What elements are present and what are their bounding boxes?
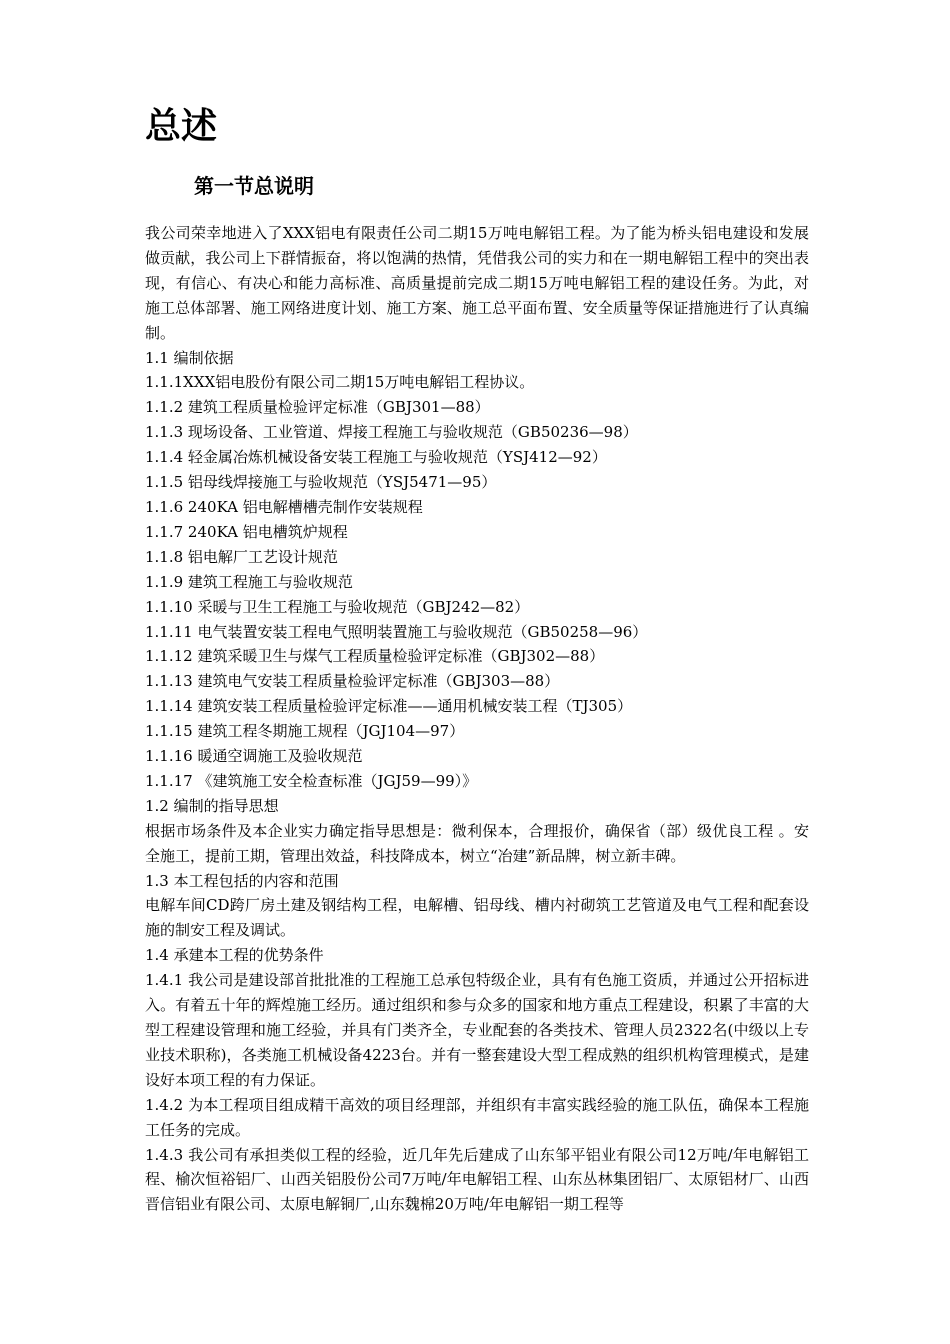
section-title: 第一节总说明 (194, 174, 314, 198)
list-item: 1.1.10 采暖与卫生工程施工与验收规范（GBJ242—82） (145, 597, 530, 616)
document-body (145, 221, 809, 1217)
heading-1-1: 1.1 编制依据 (145, 348, 234, 367)
list-item: 1.1.1XXX铝电股份有限公司二期15万吨电解铝工程协议。 (145, 373, 535, 392)
list-item: 1.1.6 240KA 铝电解槽槽壳制作安装规程 (145, 497, 423, 516)
list-item: 1.1.7 240KA 铝电槽筑炉规程 (145, 522, 348, 541)
list-item: 1.1.11 电气装置安装工程电气照明装置施工与验收规范（GB50258—96） (145, 622, 648, 641)
list-item: 1.1.14 建筑安装工程质量检验评定标准——通用机械安装工程（TJ305） (145, 697, 633, 716)
list-item: 1.1.3 现场设备、工业管道、焊接工程施工与验收规范（GB50236—98） (145, 423, 638, 442)
heading-1-2: 1.2 编制的指导思想 (145, 796, 279, 815)
advantage-paragraph: 1.4.3 我公司有承担类似工程的经验，近几年先后建成了山东邹平铝业有限公司12万吨/年电解铝工程、榆次恒裕铝厂、山西关铝股份公司7万吨/年电解铝工程、山东丛林集团铝厂、太原铝材厂、山西晋信铝业有限公司、太原电解铜厂,山东魏棉20万吨/年电解铝一期工程等 (145, 1145, 809, 1214)
list-item: 1.1.2 建筑工程质量检验评定标准（GBJ301—88） (145, 398, 490, 417)
list-item: 1.1.16 暖通空调施工及验收规范 (145, 747, 363, 766)
heading-1-4: 1.4 承建本工程的优势条件 (145, 946, 324, 965)
advantage-paragraph: 1.4.2 为本工程项目组成精干高效的项目经理部，并组织有丰富实践经验的施工队伍，确保本工程施工任务的完成。 (145, 1095, 809, 1139)
list-item: 1.1.17 《建筑施工安全检查标准（JGJ59—99）》 (145, 771, 478, 790)
scope-paragraph: 电解车间CD跨厂房土建及钢结构工程，电解槽、铝母线、槽内衬砌筑工艺管道及电气工程和配套设施的制安工程及调试。 (145, 896, 809, 940)
document-title: 总述 (145, 106, 218, 147)
intro-paragraph: 我公司荣幸地进入了XXX铝电有限责任公司二期15万吨电解铝工程。为了能为桥头铝电建设和发展做贡献，我公司上下群情振奋，将以饱满的热情，凭借我公司的实力和在一期电解铝工程中的突出表现，有信心、有决心和能力高标准、高质量提前完成二期15万吨电解铝工程的建设任务。为此，对施工总体部署、施工网络进度计划、施工方案、施工总平面布置、安全质量等保证措施进行了认真编制。 (145, 224, 809, 342)
list-item: 1.1.13 建筑电气安装工程质量检验评定标准（GBJ303—88） (145, 672, 560, 691)
list-item: 1.1.12 建筑采暖卫生与煤气工程质量检验评定标准（GBJ302—88） (145, 647, 605, 666)
list-item: 1.1.15 建筑工程冬期施工规程（JGJ104—97） (145, 722, 465, 741)
advantage-paragraph: 1.4.1 我公司是建设部首批批准的工程施工总承包特级企业，具有有色施工资质，并通过公开招标进入。有着五十年的辉煌施工经历。通过组织和参与众多的国家和地方重点工程建设，积累了丰富的大型工程建设管理和施工经验，并具有门类齐全，专业配套的各类技术、管理人员2322名(中级以上专业技术职称)，各类施工机械设备4223台。并有一整套建设大型工程成熟的组织机构管理模式，是建设好本项工程的有力保证。 (145, 971, 809, 1089)
heading-1-3: 1.3 本工程包括的内容和范围 (145, 871, 339, 890)
list-item: 1.1.5 铝母线焊接施工与验收规范（YSJ5471—95） (145, 473, 497, 492)
list-item: 1.1.8 铝电解厂工艺设计规范 (145, 547, 338, 566)
guiding-principle-paragraph: 根据市场条件及本企业实力确定指导思想是：微利保本，合理报价，确保省（部）级优良工程 。安全施工，提前工期，管理出效益，科技降成本，树立“冶建”新品牌，树立新丰碑。 (145, 821, 809, 865)
list-item: 1.1.4 轻金属冶炼机械设备安装工程施工与验收规范（YSJ412—92） (145, 448, 607, 467)
list-item: 1.1.9 建筑工程施工与验收规范 (145, 572, 353, 591)
